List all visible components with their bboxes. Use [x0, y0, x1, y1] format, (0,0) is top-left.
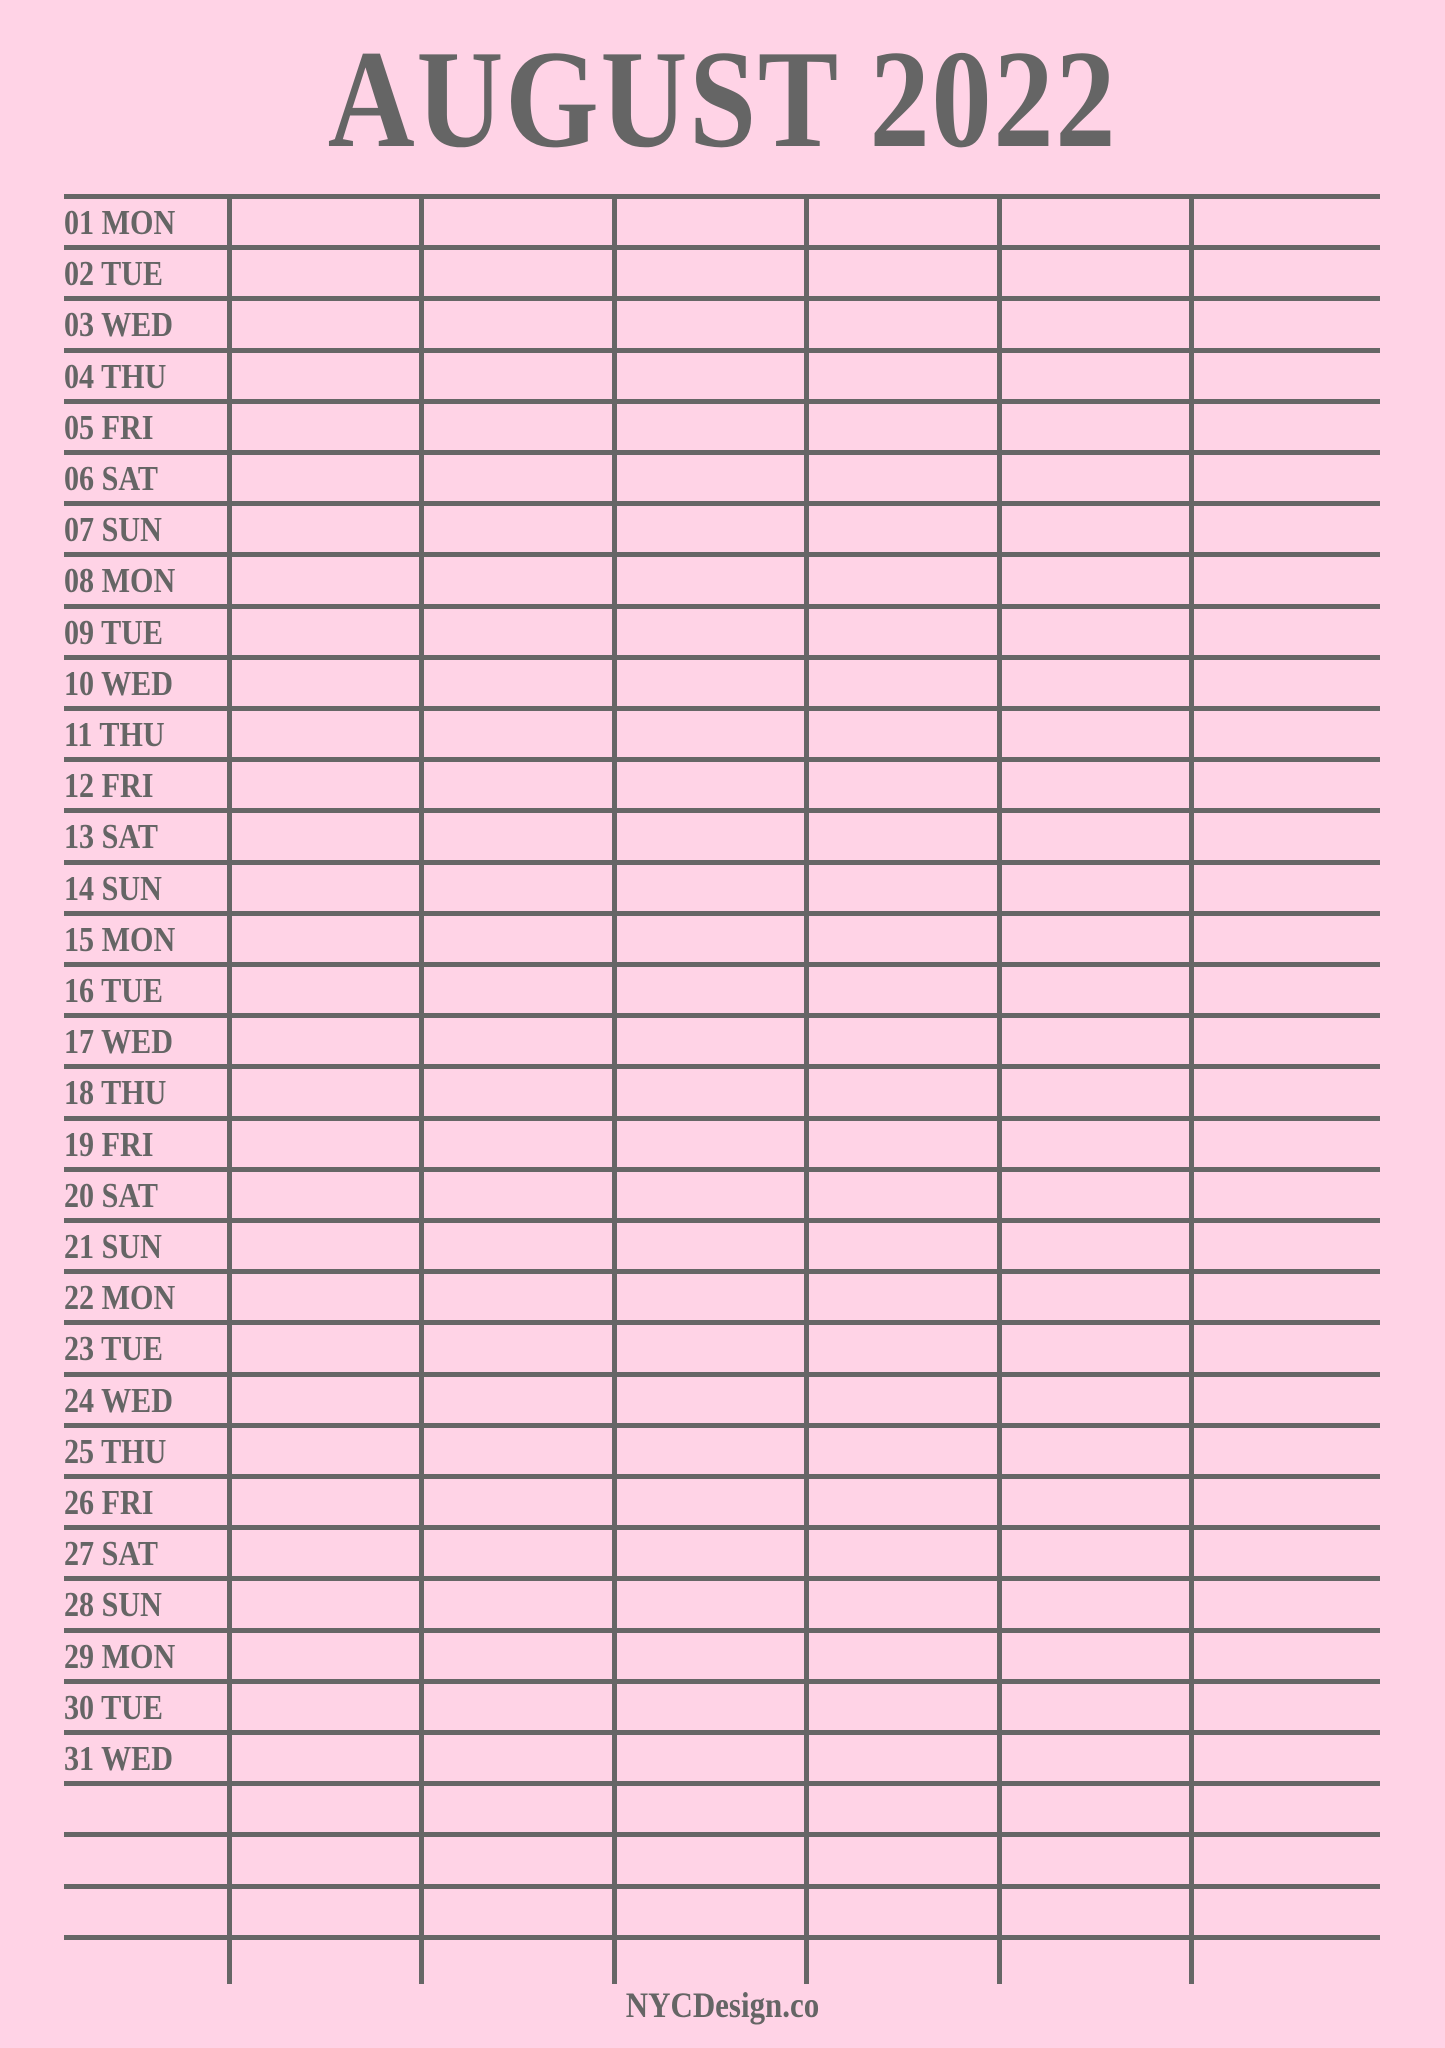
- row-divider: [64, 1730, 1380, 1735]
- row-divider: [64, 501, 1380, 506]
- row-divider: [64, 1064, 1380, 1069]
- column-divider: [612, 194, 617, 1984]
- row-divider: [64, 552, 1380, 557]
- day-label: 24 WED: [64, 1380, 174, 1420]
- day-label: 15 MON: [64, 919, 176, 959]
- day-label: 05 FRI: [64, 407, 154, 447]
- day-label: 22 MON: [64, 1278, 176, 1318]
- day-label: 14 SUN: [64, 868, 162, 908]
- row-divider: [64, 860, 1380, 865]
- day-label: 18 THU: [64, 1073, 167, 1113]
- row-divider: [64, 1269, 1380, 1274]
- column-divider: [804, 194, 809, 1984]
- day-label: 06 SAT: [64, 459, 158, 498]
- row-divider: [64, 1423, 1380, 1428]
- day-label: 19 FRI: [64, 1124, 154, 1164]
- row-divider: [64, 1884, 1380, 1889]
- row-divider: [64, 706, 1380, 711]
- day-label: 30 TUE: [64, 1687, 163, 1727]
- row-divider: [64, 1781, 1380, 1786]
- day-label: 16 TUE: [64, 971, 163, 1010]
- row-divider: [64, 1679, 1380, 1684]
- footer-brand: NYCDesign.co: [625, 1985, 820, 2025]
- page-title: AUGUST 2022: [327, 22, 1118, 177]
- row-divider: [64, 1628, 1380, 1633]
- day-label: 29 MON: [64, 1636, 176, 1676]
- day-label: 20 SAT: [64, 1175, 158, 1215]
- row-divider: [64, 1832, 1380, 1837]
- day-label: 10 WED: [64, 663, 174, 703]
- row-divider: [64, 1116, 1380, 1121]
- day-label: 25 THU: [64, 1431, 167, 1471]
- row-divider: [64, 655, 1380, 660]
- row-divider: [64, 1167, 1380, 1172]
- day-label: 28 SUN: [64, 1585, 162, 1625]
- column-divider: [997, 194, 1002, 1984]
- row-divider: [64, 1935, 1380, 1940]
- day-label: 08 MON: [64, 561, 176, 601]
- row-divider: [64, 1525, 1380, 1530]
- day-label: 17 WED: [64, 1022, 174, 1062]
- day-label: 11 THU: [64, 715, 165, 754]
- column-divider: [419, 194, 424, 1984]
- row-divider: [64, 348, 1380, 353]
- day-label: 21 SUN: [64, 1227, 162, 1266]
- row-divider: [64, 245, 1380, 250]
- row-divider: [64, 450, 1380, 455]
- row-divider: [64, 808, 1380, 813]
- row-divider: [64, 757, 1380, 762]
- row-divider: [64, 1372, 1380, 1377]
- day-label: 31 WED: [64, 1739, 174, 1778]
- day-label: 27 SAT: [64, 1534, 158, 1574]
- day-label: 26 FRI: [64, 1483, 154, 1522]
- row-divider: [64, 911, 1380, 916]
- row-divider: [64, 604, 1380, 609]
- day-label: 23 TUE: [64, 1329, 163, 1369]
- column-divider: [1189, 194, 1194, 1984]
- row-divider: [64, 1218, 1380, 1223]
- row-divider: [64, 399, 1380, 404]
- day-label: 03 WED: [64, 305, 174, 345]
- row-divider: [64, 1013, 1380, 1018]
- day-label: 12 FRI: [64, 766, 154, 806]
- row-divider: [64, 962, 1380, 967]
- row-divider: [64, 296, 1380, 301]
- day-label: 07 SUN: [64, 510, 162, 550]
- day-label: 01 MON: [64, 203, 176, 242]
- row-divider: [64, 1474, 1380, 1479]
- day-label: 13 SAT: [64, 817, 158, 857]
- row-divider: [64, 1576, 1380, 1581]
- day-label: 09 TUE: [64, 612, 163, 652]
- day-label: 04 THU: [64, 356, 167, 396]
- row-divider: [64, 1320, 1380, 1325]
- row-divider: [64, 194, 1380, 199]
- day-label: 02 TUE: [64, 254, 163, 294]
- column-divider: [227, 194, 232, 1984]
